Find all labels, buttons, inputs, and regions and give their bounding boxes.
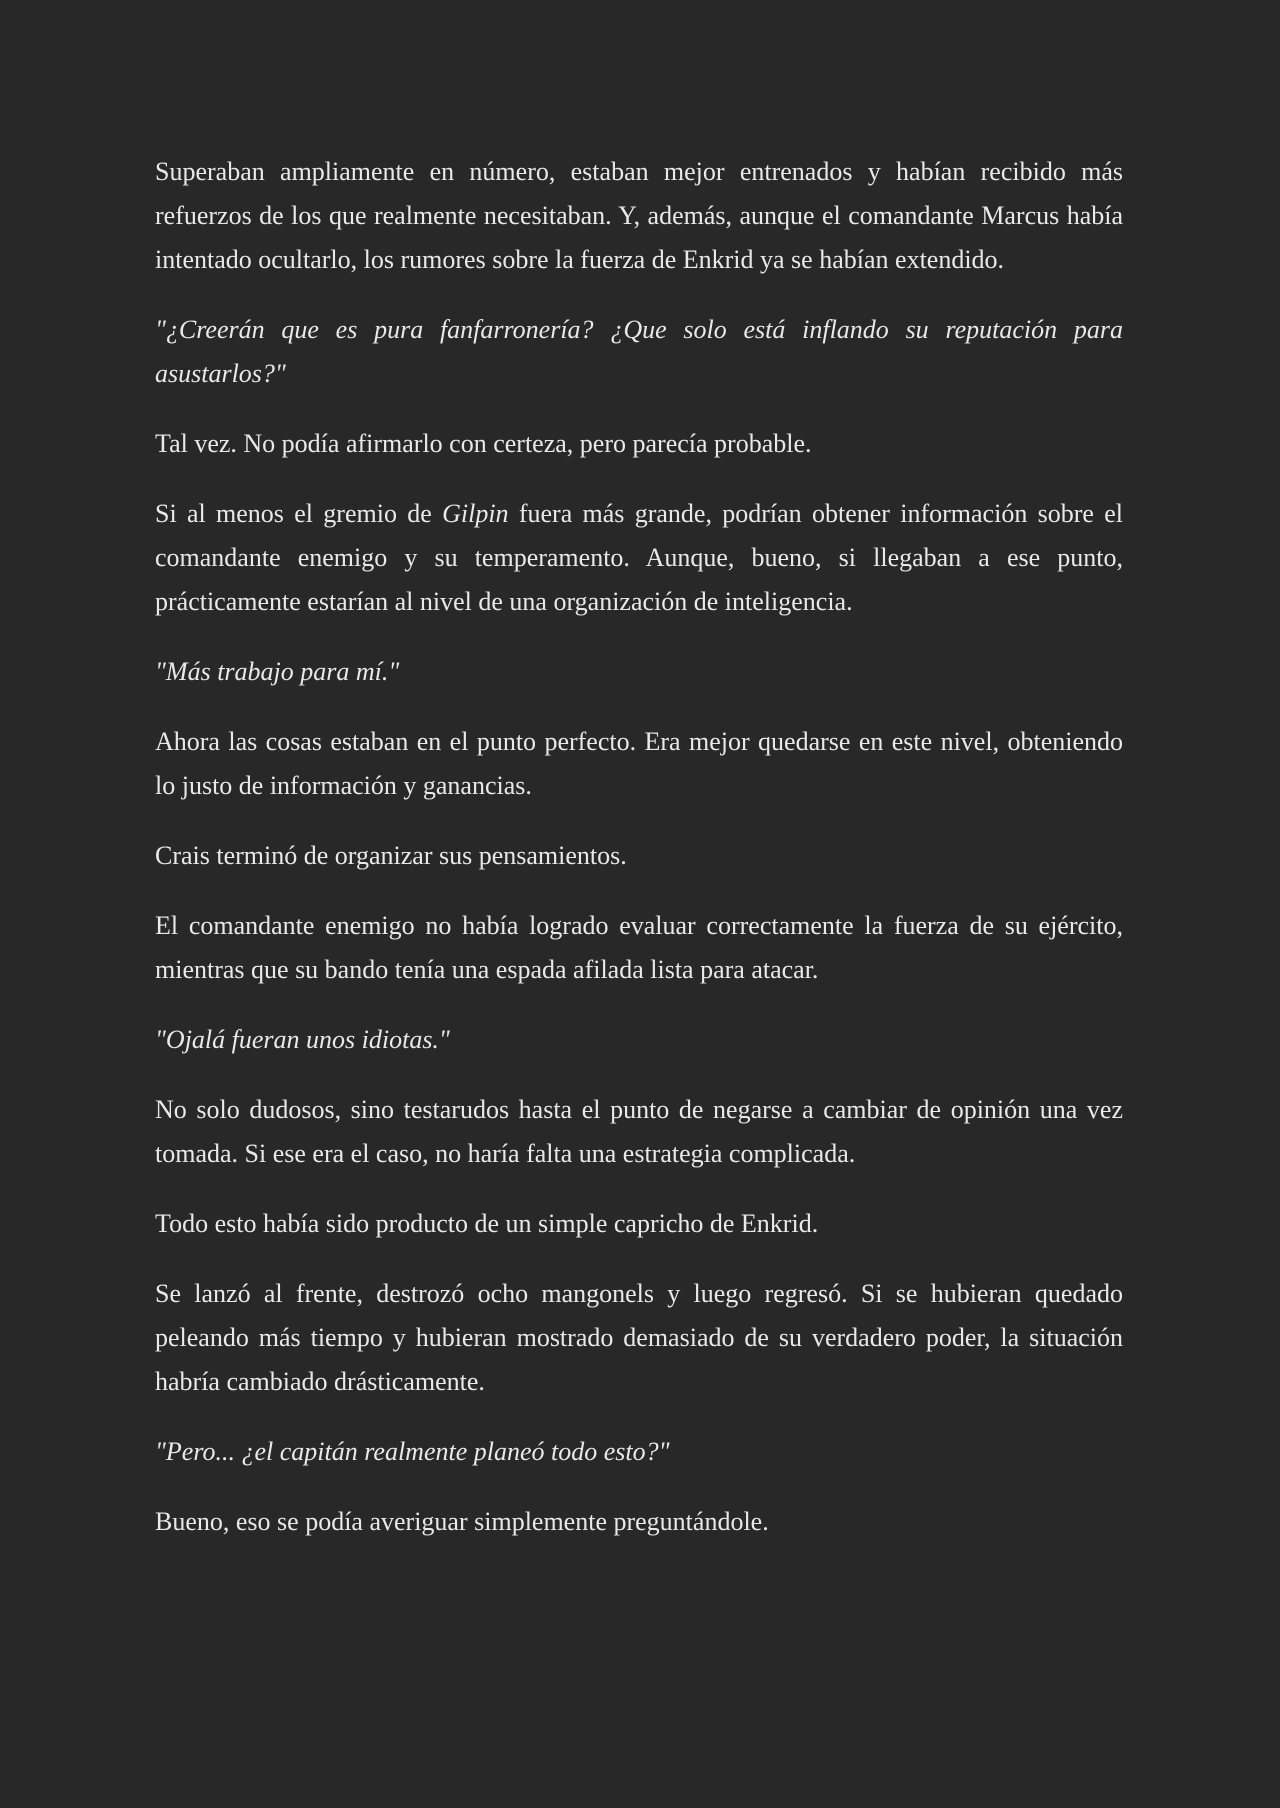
chapter-text: [155, 150, 1123, 1570]
thought-paragraph: "Más trabajo para mí.": [155, 657, 400, 686]
emphasized-name: Gilpin: [442, 499, 509, 528]
paragraph-text: fuera más grande, podrían obtener información sobre el comandante enemigo y su temperamento. Aunque, bueno, si llegaban a ese punto, prácticamente estarían al nivel de una organización de inteligencia.: [155, 499, 1123, 616]
narration-paragraph: Bueno, eso se podía averiguar simplemente preguntándole.: [155, 1507, 769, 1536]
paragraph-text: Si al menos el gremio de: [155, 499, 443, 528]
thought-paragraph: "Pero... ¿el capitán realmente planeó todo esto?": [155, 1437, 670, 1466]
narration-paragraph: No solo dudosos, sino testarudos hasta el punto de negarse a cambiar de opinión una vez tomada. Si ese era el caso, no haría falta una estrategia complicada.: [155, 1095, 1123, 1168]
narration-paragraph: Ahora las cosas estaban en el punto perfecto. Era mejor quedarse en este nivel, obteniendo lo justo de información y ganancias.: [155, 727, 1123, 800]
narration-paragraph: Todo esto había sido producto de un simple capricho de Enkrid.: [155, 1209, 819, 1238]
narration-paragraph: Crais terminó de organizar sus pensamientos.: [155, 841, 627, 870]
narration-paragraph: Superaban ampliamente en número, estaban mejor entrenados y habían recibido más refuerzos de los que realmente necesitaban. Y, además, aunque el comandante Marcus había intentado ocultarlo, los rumores sobre la fuerza de Enkrid ya se habían extendido.: [155, 157, 1123, 274]
thought-paragraph: "Ojalá fueran unos idiotas.": [155, 1025, 450, 1054]
narration-paragraph: Tal vez. No podía afirmarlo con certeza, pero parecía probable.: [155, 429, 812, 458]
narration-paragraph: El comandante enemigo no había logrado evaluar correctamente la fuerza de su ejército, mientras que su bando tenía una espada afilada lista para atacar.: [155, 911, 1123, 984]
narration-paragraph: [155, 492, 1123, 624]
narration-paragraph: Se lanzó al frente, destrozó ocho mangonels y luego regresó. Si se hubieran quedado peleando más tiempo y hubieran mostrado demasiado de su verdadero poder, la situación habría cambiado drásticamente.: [155, 1279, 1123, 1396]
thought-paragraph: "¿Creerán que es pura fanfarronería? ¿Que solo está inflando su reputación para asustarlos?": [155, 315, 1123, 388]
